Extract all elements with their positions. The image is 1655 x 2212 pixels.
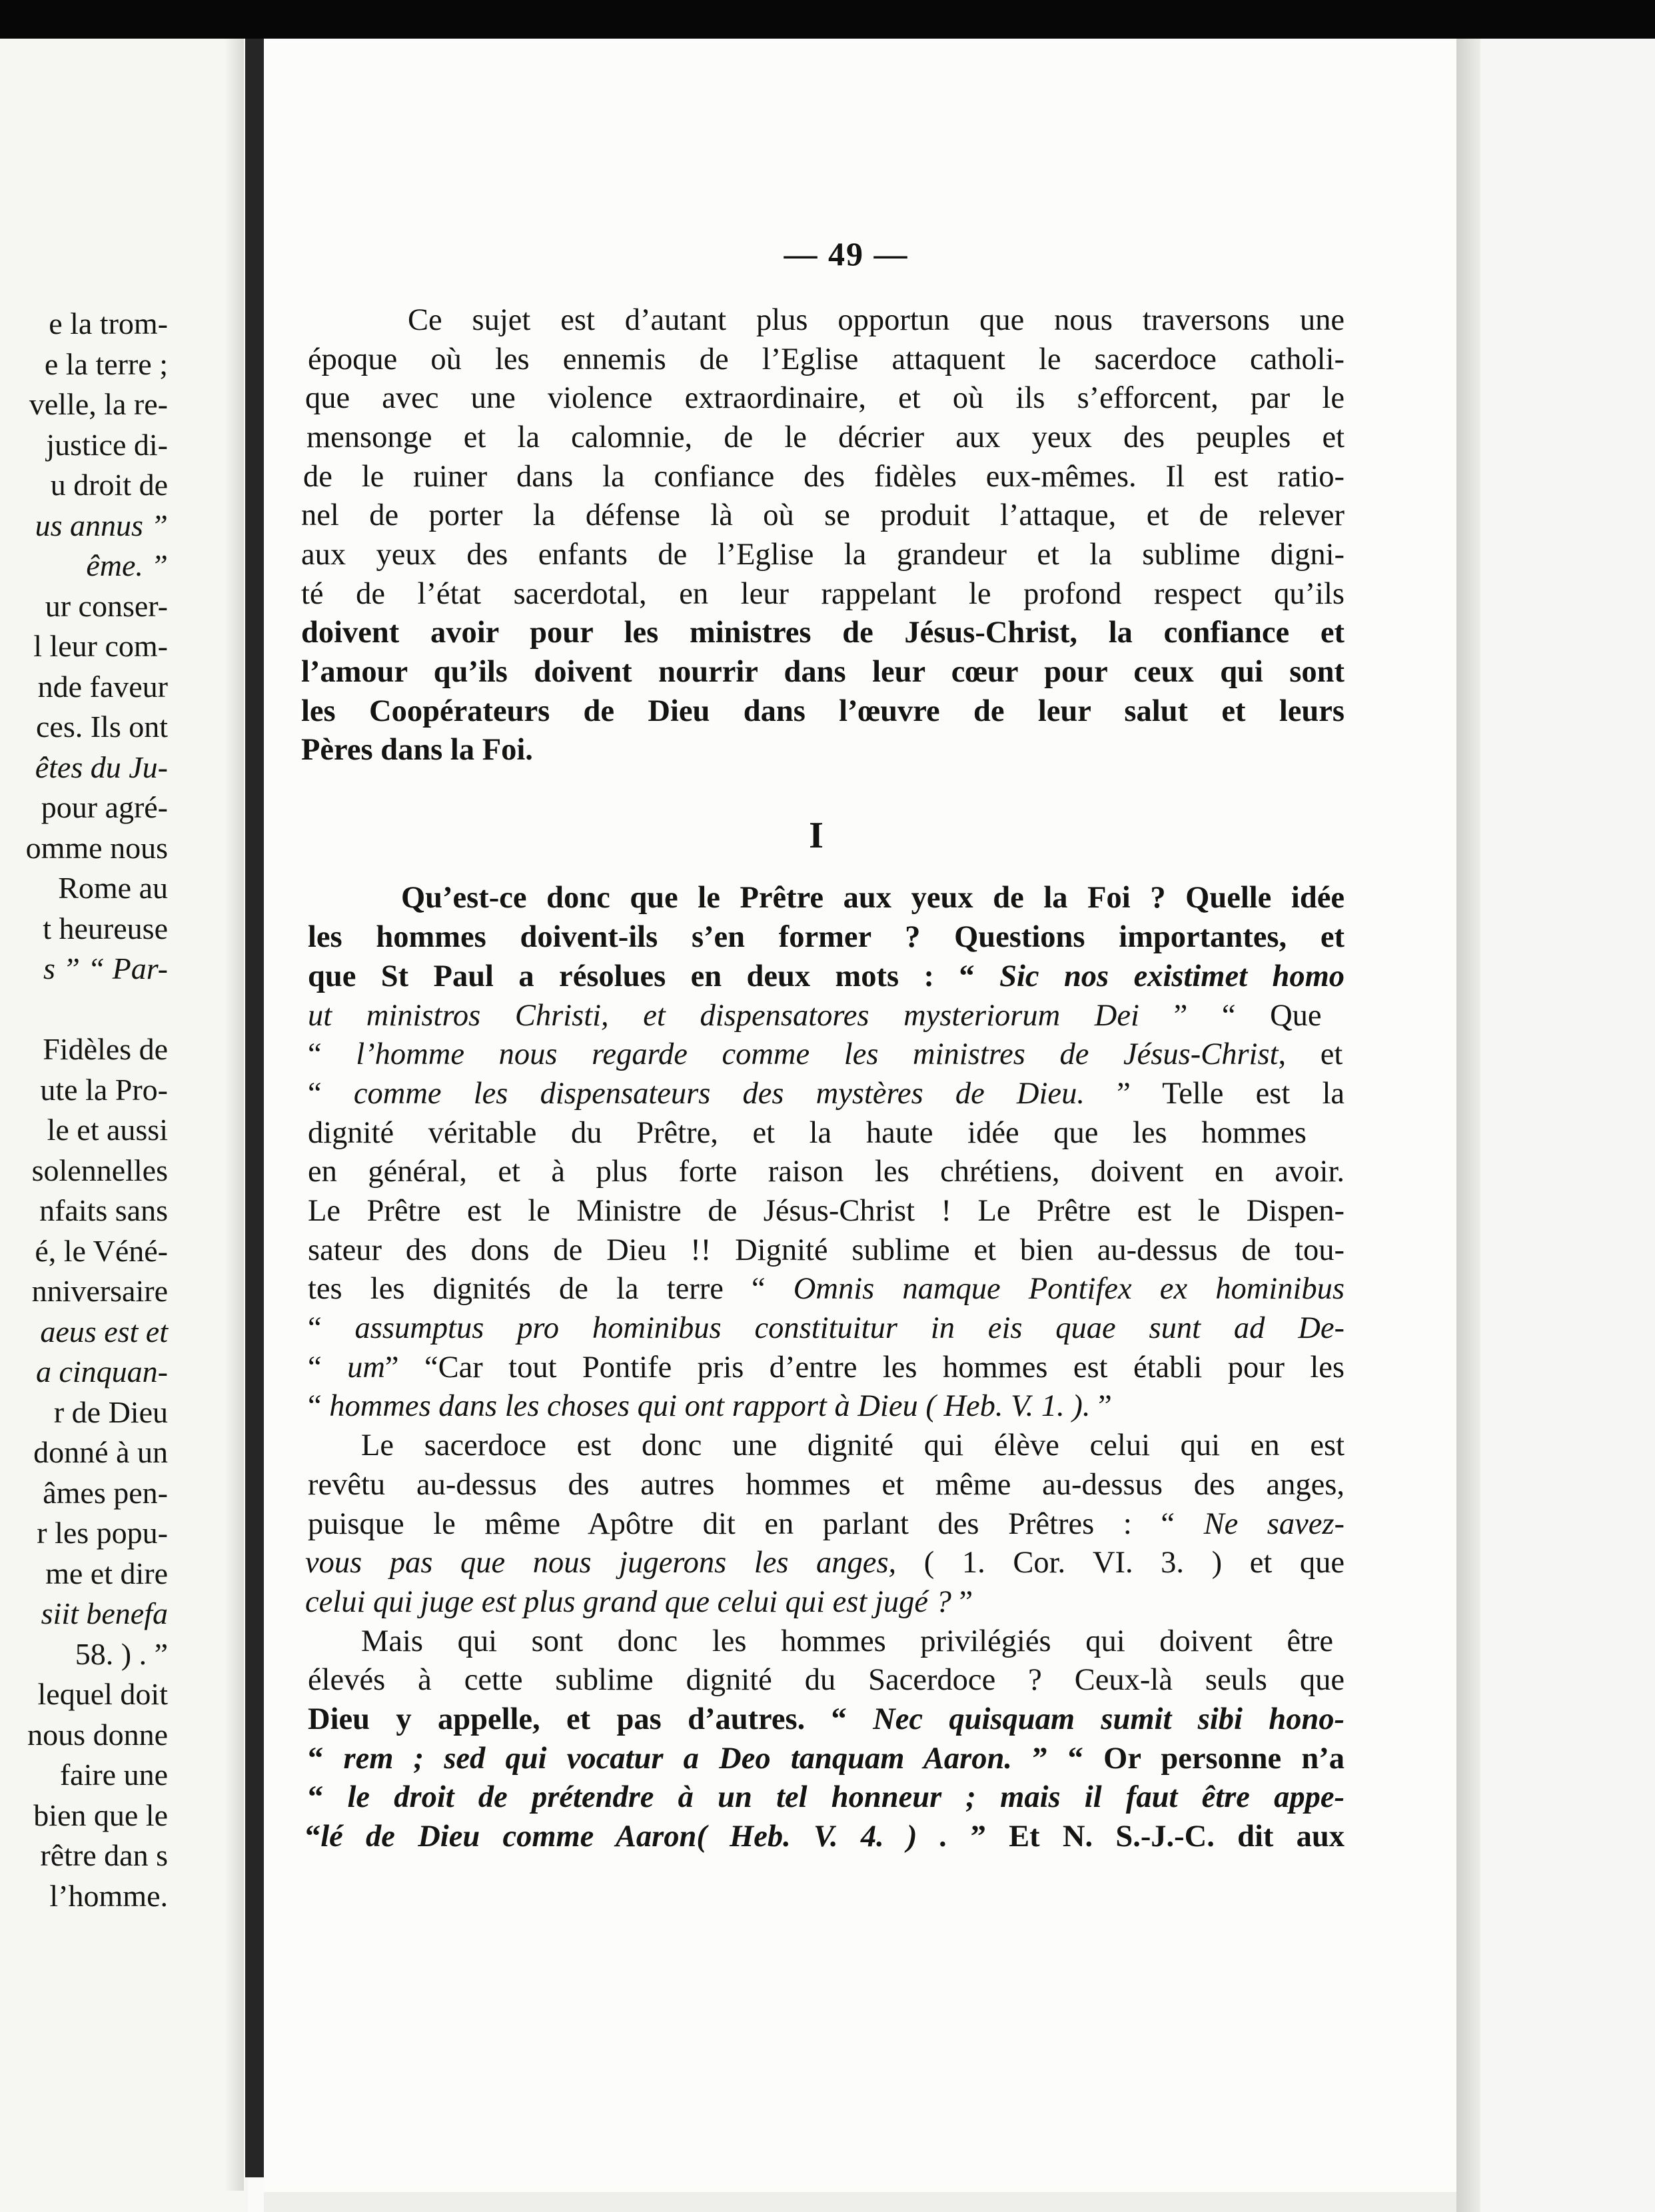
left-fragment-line: le et aussi [47, 1113, 168, 1147]
text-run: ” “Car tout Pontife pris d’entre les hommes est établi pour les [384, 1351, 1345, 1384]
left-fragment-line: us annus ” [35, 508, 168, 542]
italic-quotation: Nec quisquam sumit sibi hono- [873, 1702, 1345, 1736]
italic-quotation: Ne savez- [1203, 1507, 1345, 1541]
left-fragment-line: faire une [59, 1758, 168, 1792]
text-line-content [308, 917, 1345, 957]
text-run: Dieu y appelle, et pas d’autres. “ [308, 1702, 873, 1736]
left-fragment-line: lequel doit [37, 1677, 168, 1711]
left-fragment-line: a cinquan- [35, 1355, 168, 1388]
left-fragment-line: t heureuse [43, 911, 168, 945]
text-line-content [305, 1543, 1345, 1583]
text-line-content [308, 1348, 1345, 1388]
left-fragment-line: r les popu- [37, 1516, 168, 1550]
text-run: ” “ Or personne n’a [1011, 1742, 1345, 1776]
text-line [0, 1191, 1655, 1231]
text-line-content [301, 652, 1345, 692]
text-line [0, 1504, 1655, 1544]
text-line [0, 1113, 1655, 1153]
text-run: nel de porter la défense là où se produit l’attaque, et de relever [301, 498, 1345, 532]
text-line [0, 730, 1655, 770]
italic-quotation: celui qui juge est plus grand que celui qui est jugé ? [305, 1585, 951, 1619]
left-fragment-line: l leur com- [33, 629, 168, 663]
text-run: ” “ Que [1139, 999, 1322, 1033]
text-run: revêtu au-dessus des autres hommes et même au-dessus des anges, [308, 1468, 1345, 1502]
left-fragment-line: pour agré- [41, 790, 168, 824]
italic-quotation: ut ministros Christi, et dispensatores mysteriorum Dei [308, 999, 1139, 1033]
italic-quotation: rem ; sed qui vocatur a Deo tanquam Aaron. [343, 1742, 1012, 1776]
text-line-content [308, 1309, 1345, 1349]
text-line [0, 418, 1655, 458]
text-line-content [308, 957, 1345, 997]
text-run: ( 1. Cor. VI. 3. ) et que [896, 1546, 1345, 1580]
left-fragment-line: nous donne [27, 1717, 168, 1752]
text-line [0, 340, 1655, 380]
left-fragment-line: s ” “ Par- [43, 951, 168, 985]
left-fragment-line: Rome au [58, 871, 168, 905]
text-line-content [308, 1074, 1345, 1114]
left-fragment-line: é, le Véné- [35, 1233, 168, 1268]
text-line-content [308, 1231, 1345, 1271]
text-run: en général, et à plus forte raison les chrétiens, doivent en avoir. [308, 1155, 1345, 1189]
text-line [0, 996, 1655, 1036]
text-line-content [308, 1269, 1345, 1309]
left-fragment-line: 58. ) . ” [75, 1636, 168, 1671]
left-fragment-line: aeus est et [40, 1314, 168, 1349]
left-fragment-line: ces. Ils ont [35, 710, 168, 744]
text-line [0, 1622, 1655, 1662]
text-line [0, 1231, 1655, 1271]
page-number: — 49 — [784, 235, 909, 273]
text-run: époque où les ennemis de l’Eglise attaquent le sacerdoce catholi- [308, 342, 1345, 376]
left-fragment-line: r de Dieu [53, 1394, 168, 1429]
text-run: doivent avoir pour les ministres de Jésus-Christ, la confiance et [301, 616, 1345, 650]
text-line-content [308, 1386, 1112, 1426]
text-run: Pères dans la Foi. [301, 733, 533, 767]
text-line-content [361, 1622, 1333, 1662]
italic-quotation: lé de Dieu comme Aaron( Heb. V. 4. ) . [320, 1820, 948, 1854]
text-run: “ [305, 1820, 321, 1854]
text-line [0, 1348, 1655, 1388]
italic-quotation: l’homme nous regarde comme les ministres de Jésus-Christ [356, 1037, 1279, 1071]
text-line [0, 535, 1655, 575]
left-fragment-line: u droit de [50, 468, 168, 502]
text-run: dignité véritable du Prêtre, et la haute idée que les hommes [308, 1116, 1307, 1150]
text-line-content [308, 996, 1322, 1036]
text-line-content [308, 1700, 1345, 1740]
text-line-content [408, 300, 1345, 340]
text-line [0, 957, 1655, 997]
text-run: “ [308, 1311, 355, 1345]
text-line [0, 1152, 1655, 1192]
scan-top-border [0, 0, 1655, 39]
text-line [0, 1739, 1655, 1779]
left-fragment-line: Fidèles de [43, 1032, 168, 1066]
left-fragment-line: ême. ” [86, 548, 168, 582]
text-run: Qu’est-ce donc que le Prêtre aux yeux de la Foi ? Quelle idée [401, 881, 1345, 915]
left-fragment-line: omme nous [25, 830, 168, 865]
text-line-content [305, 1582, 973, 1622]
left-fragment-line: e la terre ; [44, 346, 168, 381]
text-run: Mais qui sont donc les hommes privilégiés qui doivent être [361, 1624, 1334, 1658]
text-line-content [308, 340, 1345, 380]
left-fragment-line: justice di- [46, 427, 168, 462]
text-line [0, 1309, 1655, 1349]
italic-quotation: le droit de prétendre à un tel honneur ; mais il faut être appe- [347, 1780, 1345, 1814]
text-run: Le Prêtre est le Ministre de Jésus-Christ ! Le Prêtre est le Dispen- [308, 1194, 1345, 1228]
text-line-content [308, 1191, 1345, 1231]
text-line-content [308, 1035, 1343, 1075]
text-line-content [308, 1152, 1345, 1192]
text-line [0, 1700, 1655, 1740]
text-run: puisque le même Apôtre dit en parlant des Prêtres : “ [308, 1507, 1204, 1541]
text-line [0, 1035, 1655, 1075]
text-run: sateur des dons de Dieu !! Dignité sublime et bien au-dessus de tou- [308, 1233, 1345, 1267]
text-line [0, 1269, 1655, 1309]
text-line [0, 692, 1655, 732]
text-line-content [306, 418, 1345, 458]
text-run: élevés à cette sublime dignité du Sacerdoce ? Ceux-là seuls que [308, 1663, 1345, 1697]
text-line-content [308, 1778, 1345, 1818]
left-fragment-line: ur conser- [45, 588, 168, 623]
left-fragment-line: bien que le [33, 1798, 168, 1832]
text-line-content [301, 574, 1345, 614]
italic-quotation: Sic nos existimet homo [999, 959, 1345, 993]
text-run: ” [951, 1585, 973, 1619]
text-run: l’amour qu’ils doivent nourrir dans leur cœur pour ceux qui sont [301, 655, 1345, 689]
text-line-content [308, 1739, 1345, 1779]
text-line [0, 1074, 1655, 1114]
left-fragment-line: âmes pen- [43, 1475, 168, 1510]
left-fragment-line: velle, la re- [29, 387, 168, 421]
text-line-content [361, 1426, 1345, 1466]
text-line-content [301, 496, 1345, 536]
text-run: ” Et N. S.-J.-C. dit aux [947, 1820, 1345, 1854]
text-line-content [308, 1113, 1307, 1153]
text-run: que St Paul a résolues en deux mots : “ [308, 959, 1000, 993]
text-line [0, 457, 1655, 497]
text-run: “ [308, 1077, 354, 1111]
text-line-content [305, 1817, 1345, 1857]
text-run: les Coopérateurs de Dieu dans l’œuvre de leur salut et leurs [301, 694, 1345, 728]
text-run: , et [1278, 1037, 1343, 1071]
left-fragment-line: êtes du Ju- [35, 750, 168, 784]
text-run: ” Telle est la [1084, 1077, 1345, 1111]
text-line-content [305, 378, 1345, 418]
section-heading: I [809, 815, 824, 856]
italic-quotation: Omnis namque Pontifex ex hominibus [793, 1272, 1345, 1306]
text-line [0, 613, 1655, 653]
left-fragment-line: l’homme. [49, 1878, 168, 1913]
text-line [0, 1543, 1655, 1583]
text-run: “ [308, 1742, 344, 1776]
text-run: les hommes doivent-ils s’en former ? Questions importantes, et [308, 920, 1345, 954]
text-run: “ [308, 1389, 330, 1423]
left-fragment-line: rêtre dan s [40, 1838, 168, 1872]
text-run: ” [1090, 1389, 1112, 1423]
italic-quotation: hommes dans les choses qui ont rapport à Dieu ( Heb. V. 1. ). [329, 1389, 1091, 1423]
text-run: de le ruiner dans la confiance des fidèles eux-mêmes. Il est ratio- [303, 460, 1345, 494]
text-line [0, 574, 1655, 614]
text-run: tes les dignités de la terre “ [308, 1272, 794, 1306]
text-line-content [301, 535, 1345, 575]
text-line-content [301, 692, 1345, 732]
left-fragment-line: nfaits sans [39, 1193, 168, 1227]
text-run: “ [308, 1780, 348, 1814]
text-line-content [401, 878, 1345, 918]
text-line-content [308, 1465, 1345, 1505]
text-line [0, 917, 1655, 957]
text-line [0, 378, 1655, 418]
italic-quotation: comme les dispensateurs des mystères de Dieu. [353, 1077, 1085, 1111]
text-line-content [303, 457, 1345, 497]
text-line-content [301, 613, 1345, 653]
left-fragment-line: e la trom- [49, 306, 168, 340]
text-line [0, 496, 1655, 536]
text-line [0, 1465, 1655, 1505]
left-fragment-line: ute la Pro- [40, 1072, 168, 1107]
text-line [0, 1386, 1655, 1426]
text-run: que avec une violence extraordinaire, et où ils s’efforcent, par le [305, 381, 1345, 415]
italic-quotation: assumptus pro hominibus constituitur in eis quae sunt ad De- [354, 1311, 1345, 1345]
text-run: mensonge et la calomnie, de le décrier aux yeux des peuples et [306, 420, 1345, 454]
text-run: Ce sujet est d’autant plus opportun que nous traversons une [408, 303, 1345, 337]
text-line [0, 1582, 1655, 1622]
left-fragment-line: siit benefa [41, 1596, 168, 1630]
text-line [0, 1426, 1655, 1466]
italic-quotation: vous pas que nous jugerons les anges, [305, 1546, 897, 1580]
text-run: Le sacerdoce est donc une dignité qui élève celui qui en est [361, 1428, 1345, 1462]
text-line-content [308, 1660, 1345, 1700]
text-line [0, 652, 1655, 692]
text-run: “ [308, 1351, 348, 1384]
text-line-content [308, 1504, 1345, 1544]
left-fragment-line: nde faveur [37, 669, 168, 704]
text-line [0, 1660, 1655, 1700]
left-fragment-line: donné à un [33, 1435, 168, 1469]
text-run: aux yeux des enfants de l’Eglise la grandeur et la sublime digni- [301, 538, 1345, 572]
text-run: té de l’état sacerdotal, en leur rappelant le profond respect qu’ils [301, 577, 1345, 611]
text-line [0, 1778, 1655, 1818]
text-run: “ [308, 1037, 356, 1071]
text-line [0, 878, 1655, 918]
left-fragment-line: nniversaire [31, 1274, 168, 1308]
text-line [0, 300, 1655, 340]
left-fragment-line: solennelles [31, 1153, 168, 1187]
text-line-content [301, 730, 533, 770]
page-bottom-edge [264, 2192, 1456, 2212]
text-line [0, 1817, 1655, 1857]
italic-quotation: um [347, 1351, 385, 1384]
left-fragment-line: me et dire [45, 1556, 168, 1590]
